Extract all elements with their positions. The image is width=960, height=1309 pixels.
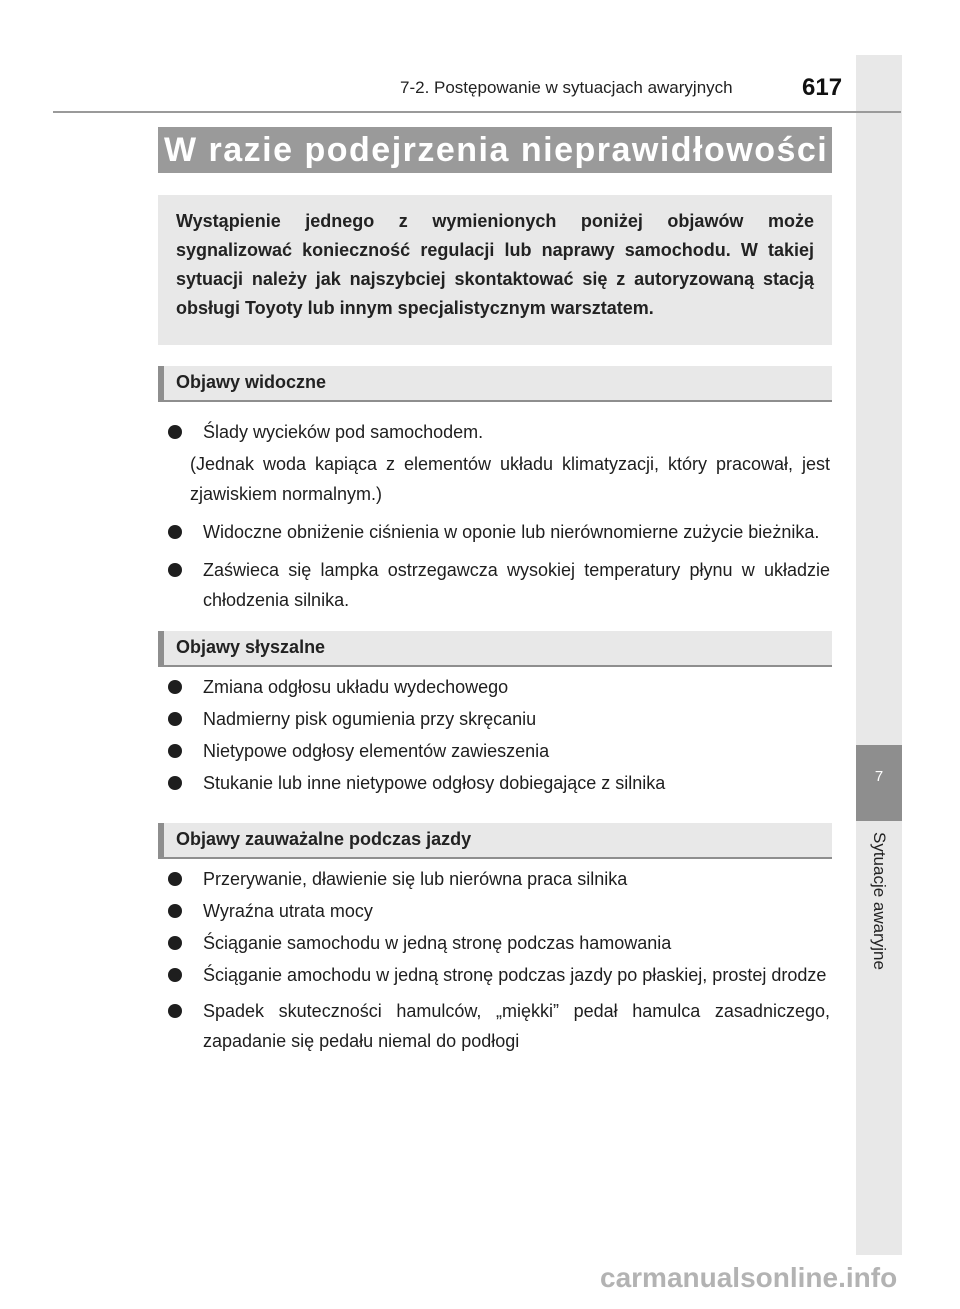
list-item-text: Zaświeca się lampka ostrzegawcza wysokiej temperatury płynu w układzie chłodzenia silnika. <box>203 560 830 610</box>
list-item <box>168 672 830 702</box>
bullet-list-audible <box>168 672 830 798</box>
list-item-text: Stukanie lub inne nietypowe odgłosy dobiegające z silnika <box>203 773 666 793</box>
chapter-side-tab <box>856 55 902 1255</box>
section-heading: Objawy zauważalne podczas jazdy <box>176 829 472 849</box>
bullet-icon <box>168 936 182 950</box>
list-item <box>168 704 830 734</box>
list-item-note: (Jednak woda kapiąca z elementów układu klimatyzacji, który pracował, jest zjawiskiem normalnym.) <box>190 454 830 504</box>
bullet-icon <box>168 563 182 577</box>
page-title: W razie podejrzenia nieprawidłowości <box>164 131 829 169</box>
list-item-text: Ściąganie samochodu w jedną stronę podczas hamowania <box>203 933 672 953</box>
section-heading: Objawy widoczne <box>176 372 327 392</box>
list-item-text: Zmiana odgłosu układu wydechowego <box>203 677 509 697</box>
list-item <box>168 896 830 926</box>
bullet-icon <box>168 712 182 726</box>
chapter-header: 7-2. Postępowanie w sytuacjach awaryjnych <box>400 78 733 97</box>
section-header-visible <box>158 366 832 402</box>
bullet-icon <box>168 904 182 918</box>
list-item-text: Widoczne obniżenie ciśnienia w oponie lub nierównomierne zużycie bieżnika. <box>203 522 820 542</box>
chapter-tab-label: Sytuacje awaryjne <box>870 832 889 970</box>
list-item-text: Przerywanie, dławienie się lub nierówna praca silnika <box>203 869 628 889</box>
list-item <box>168 996 830 1056</box>
list-item-text: Nadmierny pisk ogumienia przy skręcaniu <box>203 709 537 729</box>
bullet-icon <box>168 425 182 439</box>
list-item-text: Spadek skuteczności hamulców, „miękki” pedał hamulca zasadniczego, zapadanie się pedału niemal do podłogi <box>203 1001 830 1051</box>
bullet-icon <box>168 872 182 886</box>
bullet-icon <box>168 525 182 539</box>
page-title-bar <box>158 127 832 173</box>
site-watermark: carmanualsonline.info <box>600 1262 898 1293</box>
section-heading: Objawy słyszalne <box>176 637 326 657</box>
list-item <box>168 555 830 615</box>
bullet-list-visible <box>168 417 830 615</box>
intro-box <box>158 195 832 345</box>
bullet-icon <box>168 1004 182 1018</box>
bullet-icon <box>168 744 182 758</box>
list-item <box>168 768 830 798</box>
list-item <box>168 417 830 509</box>
bullet-icon <box>168 680 182 694</box>
bullet-icon <box>168 776 182 790</box>
list-item <box>168 960 830 990</box>
list-item-text: Ściąganie amochodu w jedną stronę podczas jazdy po płaskiej, prostej drodze <box>203 965 827 985</box>
list-item-text: Wyraźna utrata mocy <box>203 901 373 921</box>
section-header-driving <box>158 823 832 859</box>
header-divider <box>53 111 901 113</box>
list-item <box>168 864 830 894</box>
list-item-text: Ślady wycieków pod samochodem. <box>203 422 484 442</box>
list-item <box>168 928 830 958</box>
intro-text: Wystąpienie jednego z wymienionych poniżej objawów może sygnalizować konieczność regulacji lub naprawy samochodu. W takiej sytuacji należy jak najszybciej skontaktować się z autoryzowaną stacją obsługi Toyoty lub innym specjalistycznym warsztatem. <box>176 211 814 318</box>
page-number: 617 <box>802 74 843 101</box>
bullet-list-driving <box>168 864 830 1056</box>
bullet-icon <box>168 968 182 982</box>
list-item <box>168 736 830 766</box>
chapter-tab-number: 7 <box>874 768 884 785</box>
section-header-audible <box>158 631 832 667</box>
list-item <box>168 517 830 547</box>
list-item-text: Nietypowe odgłosy elementów zawieszenia <box>203 741 550 761</box>
